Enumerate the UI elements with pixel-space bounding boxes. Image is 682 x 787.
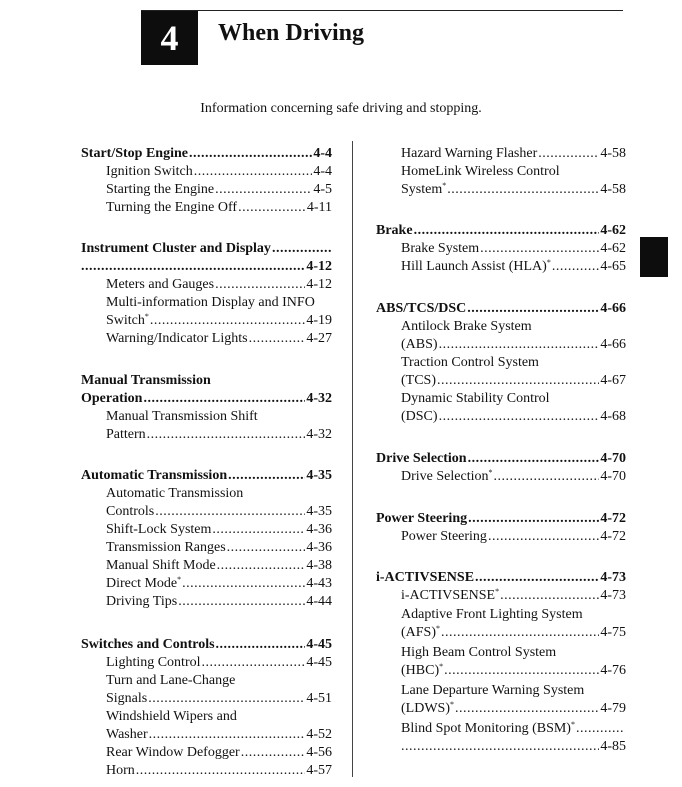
- toc-entry-turning-the-engine-off[interactable]: Turning the Engine Off ..... 4-11: [106, 199, 332, 217]
- toc-entry-lighting-control[interactable]: Lighting Control ..... 4-45: [106, 654, 332, 672]
- toc-entry-manual-transmission-shift-pattern[interactable]: Manual Transmission Shift Pattern ..... 4-32: [106, 408, 332, 444]
- toc-entry-manual-shift-mode[interactable]: Manual Shift Mode ..... 4-38: [106, 557, 332, 575]
- toc-entry-rear-window-defogger[interactable]: Rear Window Defogger ..... 4-56: [106, 744, 332, 762]
- toc-entry-abs-tcs-dsc[interactable]: ABS/TCS/DSC ..... 4-66: [376, 300, 626, 318]
- toc-entry-start-stop-engine[interactable]: Start/Stop Engine ..... 4-4: [81, 145, 332, 163]
- toc-entry-starting-the-engine[interactable]: Starting the Engine ..... 4-5: [106, 181, 332, 199]
- toc-entry-switches-and-controls[interactable]: Switches and Controls ..... 4-45: [81, 636, 332, 654]
- toc-entry-warning-indicator-lights[interactable]: Warning/Indicator Lights ..... 4-27: [106, 330, 332, 348]
- toc-entry-high-beam-control-system[interactable]: High Beam Control System (HBC)* ..... 4-76: [401, 644, 626, 680]
- toc-entry-power-steering-sub[interactable]: Power Steering ..... 4-72: [401, 528, 626, 546]
- toc-entry-automatic-transmission[interactable]: Automatic Transmission ..... 4-35: [81, 467, 332, 485]
- toc-entry-ignition-switch[interactable]: Ignition Switch ..... 4-4: [106, 163, 332, 181]
- toc-entry-adaptive-front-lighting-system[interactable]: Adaptive Front Lighting System (AFS)* ..... 4-75: [401, 606, 626, 642]
- top-rule: [141, 10, 623, 11]
- toc-entry-turn-and-lane-change-signals[interactable]: Turn and Lane-Change Signals ..... 4-51: [106, 672, 332, 708]
- toc-entry-drive-selection-sub[interactable]: Drive Selection* ..... 4-70: [401, 468, 626, 486]
- toc-entry-hazard-warning-flasher[interactable]: Hazard Warning Flasher ..... 4-58: [401, 145, 626, 163]
- toc-entry-windshield-wipers-and-washer[interactable]: Windshield Wipers and Washer ..... 4-52: [106, 708, 332, 744]
- chapter-title: When Driving: [218, 20, 365, 46]
- chapter-number: 4: [160, 18, 179, 58]
- toc-entry-i-activsense-sub[interactable]: i-ACTIVSENSE* ..... 4-73: [401, 587, 626, 605]
- toc-entry-brake-system[interactable]: Brake System ..... 4-62: [401, 240, 626, 258]
- toc-entry-manual-transmission-operation[interactable]: Manual Transmission Operation ..... 4-32: [81, 372, 332, 408]
- toc-entry-multi-information-display[interactable]: Multi-information Display and INFO Switch* ..... 4-19: [106, 294, 332, 330]
- toc-entry-horn[interactable]: Horn ..... 4-57: [106, 762, 332, 780]
- chapter-intro: Information concerning safe driving and stopping.: [200, 101, 482, 116]
- toc-entry-dynamic-stability-control[interactable]: Dynamic Stability Control (DSC) ..... 4-68: [401, 390, 626, 426]
- toc-entry-traction-control-system[interactable]: Traction Control System (TCS) ..... 4-67: [401, 354, 626, 390]
- toc-entry-direct-mode[interactable]: Direct Mode* ..... 4-43: [106, 575, 332, 593]
- toc-entry-power-steering[interactable]: Power Steering ..... 4-72: [376, 510, 626, 528]
- toc-entry-transmission-ranges[interactable]: Transmission Ranges ..... 4-36: [106, 539, 332, 557]
- toc-entry-brake[interactable]: Brake ..... 4-62: [376, 222, 626, 240]
- toc-entry-hill-launch-assist[interactable]: Hill Launch Assist (HLA)* ..... 4-65: [401, 258, 626, 276]
- toc-entry-blind-spot-monitoring[interactable]: Blind Spot Monitoring (BSM)* ..... ..... 4-85: [401, 720, 626, 756]
- toc-entry-driving-tips[interactable]: Driving Tips ..... 4-44: [106, 593, 332, 611]
- toc-entry-antilock-brake-system[interactable]: Antilock Brake System (ABS) ..... 4-66: [401, 318, 626, 354]
- toc-entry-drive-selection[interactable]: Drive Selection ..... 4-70: [376, 450, 626, 468]
- toc-entry-meters-and-gauges[interactable]: Meters and Gauges ..... 4-12: [106, 276, 332, 294]
- toc-entry-instrument-cluster-and-display[interactable]: Instrument Cluster and Display ..... ..... 4-12: [81, 240, 332, 276]
- chapter-number-box: [141, 11, 198, 65]
- toc-entry-lane-departure-warning-system[interactable]: Lane Departure Warning System (LDWS)* ..... 4-79: [401, 682, 626, 718]
- toc-entry-homelink-wireless-control-system[interactable]: HomeLink Wireless Control System* ..... 4-58: [401, 163, 626, 199]
- toc-entry-i-activsense[interactable]: i-ACTIVSENSE ..... 4-73: [376, 569, 626, 587]
- chapter-thumb-tab: [640, 237, 668, 277]
- toc-entry-automatic-transmission-controls[interactable]: Automatic Transmission Controls ..... 4-35: [106, 485, 332, 521]
- toc-entry-shift-lock-system[interactable]: Shift-Lock System ..... 4-36: [106, 521, 332, 539]
- column-divider: [352, 141, 353, 777]
